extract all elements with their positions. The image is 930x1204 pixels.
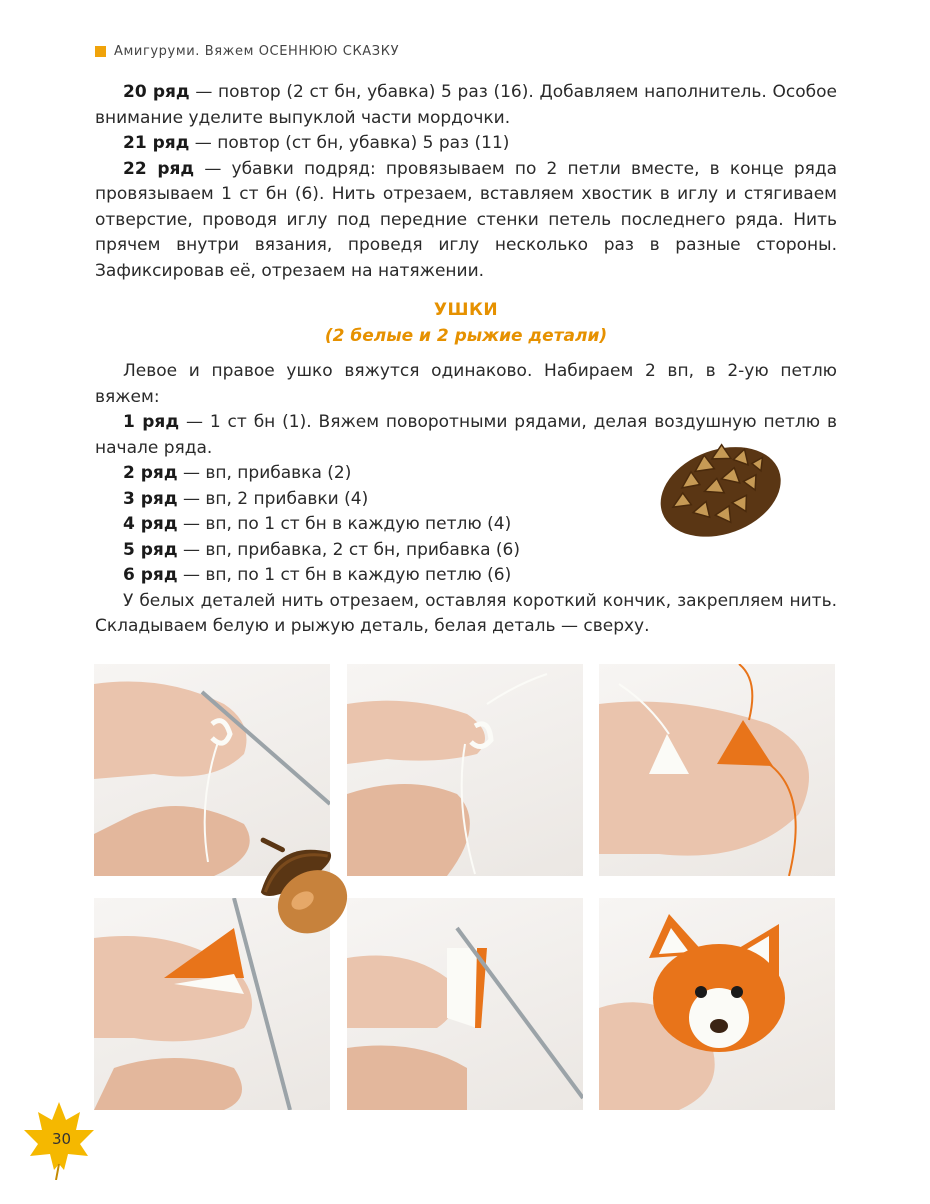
main-text bbox=[95, 80, 837, 640]
section-subtitle: (2 белые и 2 рыжие детали) bbox=[324, 325, 608, 346]
photo-step-2 bbox=[347, 664, 583, 876]
running-head bbox=[95, 44, 399, 59]
header-marker-icon bbox=[95, 46, 106, 57]
paragraph-row-20: 20 ряд — повтор (2 ст бн, убавка) 5 раз (16). Добавляем наполнитель. Особое внимание уделите выпуклой части мордочки. bbox=[95, 82, 837, 128]
ear-row-5: 5 ряд — вп, прибавка, 2 ст бн, прибавка (6) bbox=[123, 539, 521, 560]
running-title: Амигуруми. Вяжем ОСЕННЮЮ СКАЗКУ bbox=[114, 44, 400, 59]
section-title: УШКИ bbox=[433, 300, 499, 320]
pine-cone-illustration bbox=[645, 430, 795, 550]
acorn-illustration bbox=[244, 832, 364, 942]
intro-paragraph: Левое и правое ушко вяжутся одинаково. Набираем 2 вп, в 2-ую петлю вяжем: bbox=[95, 361, 837, 407]
ear-row-1: 1 ряд — 1 ст бн (1). Вяжем поворотными рядами, делая воздушную петлю в начале ряда. bbox=[95, 412, 838, 458]
ear-row-6: 6 ряд — вп, по 1 ст бн в каждую петлю (6) bbox=[123, 565, 512, 585]
closing-paragraph: У белых деталей нить отрезаем, оставляя короткий кончик, закрепляем нить. Складываем белую и рыжую деталь, белая деталь — сверху. bbox=[95, 590, 837, 636]
photo-step-6-fox-head bbox=[599, 898, 835, 1110]
photo-step-3 bbox=[599, 664, 835, 876]
paragraph-row-21: 21 ряд — повтор (ст бн, убавка) 5 раз (11) bbox=[123, 133, 510, 153]
page-number: 30 bbox=[52, 1130, 72, 1148]
ear-row-2: 2 ряд — вп, прибавка (2) bbox=[123, 463, 352, 483]
ear-row-4: 4 ряд — вп, по 1 ст бн в каждую петлю (4) bbox=[123, 514, 512, 534]
paragraph-row-22: 22 ряд — убавки подряд: провязываем по 2 петли вместе, в конце ряда провязываем 1 ст бн (6). Нить отрезаем, вставляем хвостик в иглу и стягиваем отверстие, проводя иглу под передние стенки петель последнего ряда. Нить прячем внутри вязания, проведя иглу несколько раз в разные стороны. Зафиксировав её, отрезаем на натяжении. bbox=[95, 158, 838, 281]
photo-step-5 bbox=[347, 898, 583, 1110]
ear-row-3: 3 ряд — вп, 2 прибавки (4) bbox=[123, 488, 369, 509]
